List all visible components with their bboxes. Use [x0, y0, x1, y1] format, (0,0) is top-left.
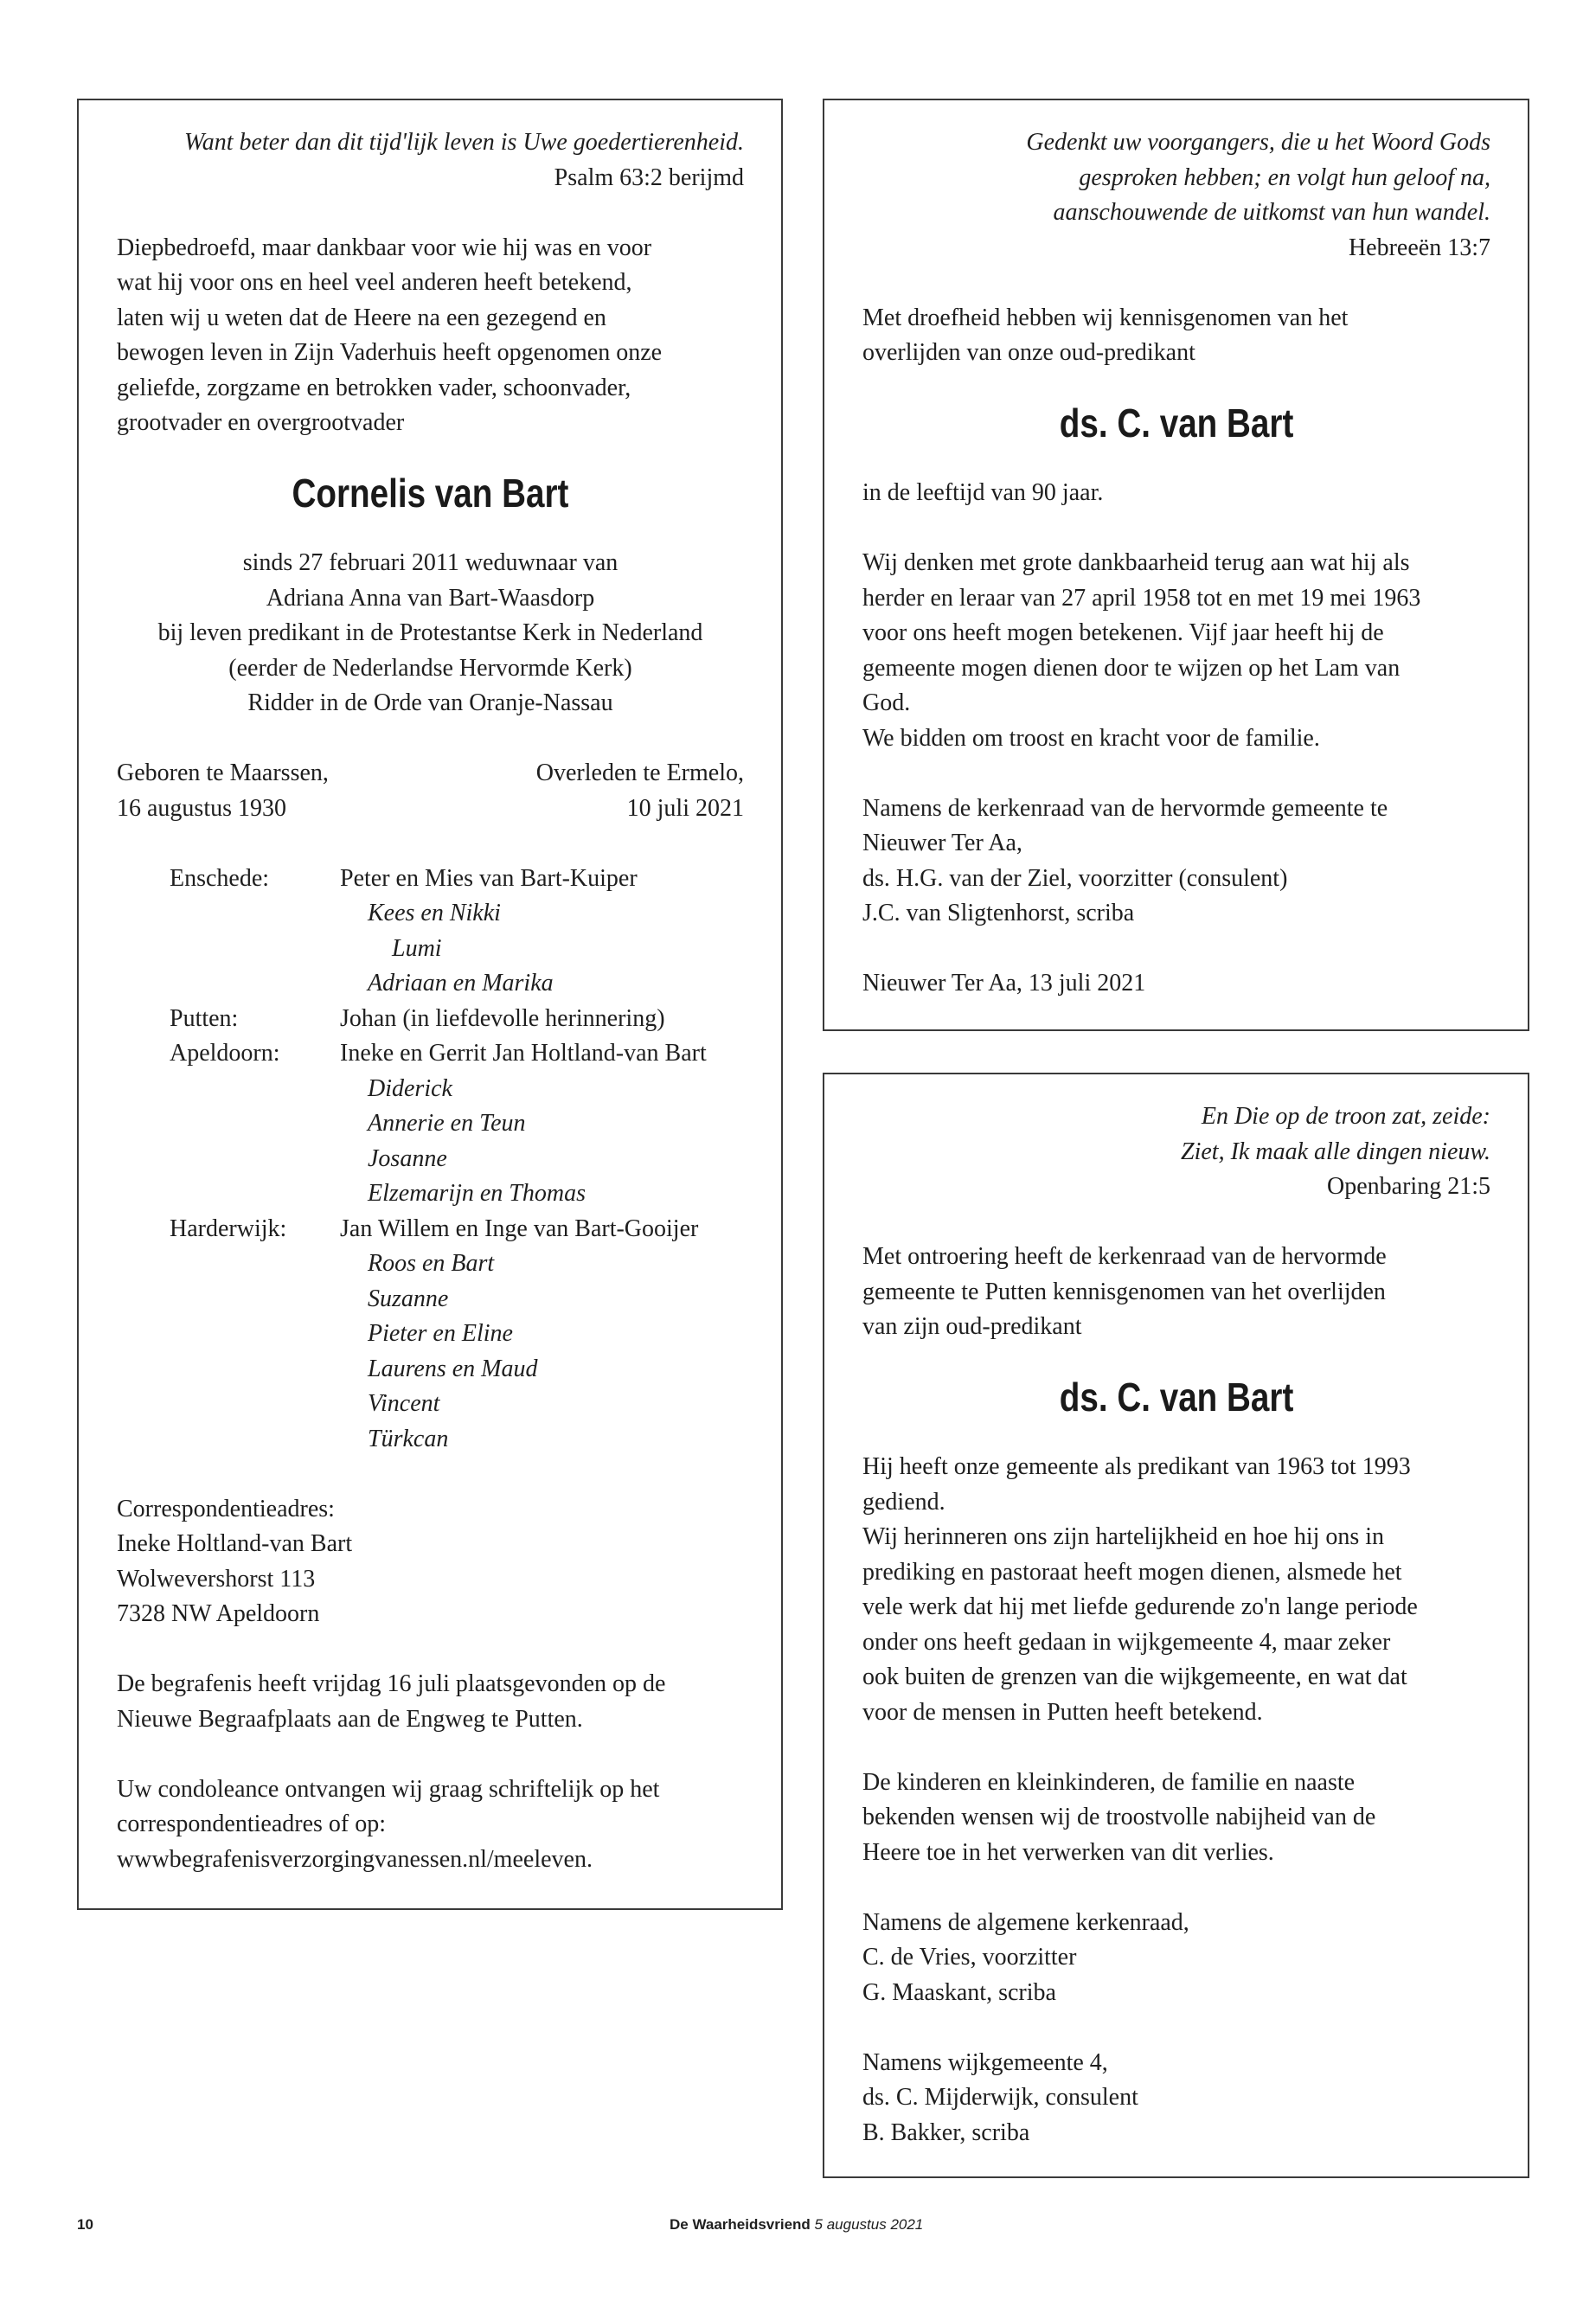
text-line: Namens de algemene kerkenraad,: [862, 1908, 1189, 1936]
text-line: overlijden van onze oud-predikant: [862, 339, 1195, 366]
publication-name: De Waarheidsvriend: [670, 2216, 811, 2233]
text-line: Met ontroering heeft de kerkenraad van de hervormde: [862, 1243, 1387, 1270]
intro-text: [117, 231, 744, 441]
grandchild: Annerie en Teun: [368, 1110, 526, 1137]
body-text: [862, 1450, 1490, 1730]
family-list: [117, 862, 744, 1458]
text-line: We bidden om troost en kracht voor de familie.: [862, 724, 1320, 752]
text-line: herder en leraar van 27 april 1958 tot en met 19 mei 1963: [862, 584, 1421, 612]
funeral-notice: [117, 1667, 744, 1737]
text-line: En Die op de troon zat, zeide:: [1201, 1103, 1490, 1130]
deceased-name: [862, 1345, 1490, 1451]
publication-footer: [670, 2216, 923, 2234]
text-line: ds. C. Mijderwijk, consulent: [862, 2084, 1138, 2111]
grandchild: Vincent: [368, 1390, 440, 1417]
text-line: vele werk dat hij met liefde gedurende zo'n lange periode: [862, 1593, 1418, 1620]
text-line: Adriana Anna van Bart-Waasdorp: [266, 584, 595, 612]
text-line: Nieuwer Ter Aa,: [862, 830, 1022, 856]
place-date: [862, 966, 1490, 1002]
text-line: voor de mensen in Putten heeft betekend.: [862, 1698, 1263, 1726]
publication-date: 5 augustus 2021: [814, 2216, 924, 2233]
wishes-text: [862, 1766, 1490, 1871]
text-line: B. Bakker, scriba: [862, 2118, 1030, 2146]
text-line: (eerder de Nederlandse Hervormde Kerk): [228, 654, 632, 682]
text-line: geliefde, zorgzame en betrokken vader, schoonvader,: [117, 374, 631, 401]
page-number: 10: [77, 2216, 93, 2233]
birth-death-labels: [117, 756, 744, 792]
text-line: voor ons heeft mogen betekenen. Vijf jaar heeft hij de: [862, 619, 1384, 646]
bible-quote: [862, 125, 1490, 231]
died-date: 10 juli 2021: [626, 794, 744, 822]
bible-quote: [117, 125, 744, 161]
grandchild: Josanne: [368, 1144, 447, 1172]
bible-reference: Psalm 63:2 berijmd: [554, 163, 744, 191]
bible-quote: [862, 1099, 1490, 1170]
text-line: bij leven predikant in de Protestantse Kerk in Nederland: [157, 619, 703, 646]
text-line: wwwbegrafenisverzorgingvanessen.nl/meeleven.: [117, 1845, 593, 1873]
deceased-name-text: ds. C. van Bart: [1059, 1375, 1294, 1420]
text-line: J.C. van Sligtenhorst, scriba: [862, 900, 1135, 926]
family-place: Putten:: [170, 1004, 239, 1032]
text-line: Ineke Holtland-van Bart: [117, 1530, 353, 1557]
text-line: Met droefheid hebben wij kennisgenomen van het: [862, 304, 1349, 331]
text-line: Ziet, Ik maak alle dingen nieuw.: [1181, 1138, 1490, 1165]
text-line: ds. H.G. van der Ziel, voorzitter (consulent): [862, 864, 1288, 892]
text-line: gediend.: [862, 1488, 945, 1516]
text-line: G. Maaskant, scriba: [862, 1978, 1056, 2006]
family-place: Harderwijk:: [170, 1215, 287, 1242]
text-line: De begrafenis heeft vrijdag 16 juli plaatsgevonden op de: [117, 1670, 666, 1697]
text-line: God.: [862, 689, 911, 716]
deceased-details: [117, 546, 744, 721]
deceased-name: [117, 441, 744, 547]
family-head: Ineke en Gerrit Jan Holtland-van Bart: [340, 1040, 707, 1067]
grandchild: Elzemarijn en Thomas: [368, 1180, 586, 1207]
text-line: Gedenkt uw voorgangers, die u het Woord Gods: [1026, 129, 1490, 156]
text-line: wat hij voor ons en heel veel anderen heeft betekend,: [117, 269, 632, 296]
text-line: sinds 27 februari 2011 weduwnaar van: [242, 549, 619, 576]
text-line: onder ons heeft gedaan in wijkgemeente 4, maar zeker: [862, 1628, 1391, 1656]
family-head: Jan Willem en Inge van Bart-Gooijer: [340, 1215, 699, 1242]
deceased-name-text: ds. C. van Bart: [1059, 401, 1294, 446]
obituary-cornelis-van-bart: [77, 99, 783, 1910]
text-line: 7328 NW Apeldoorn: [117, 1600, 320, 1627]
deceased-name: [862, 371, 1490, 477]
text-line: Wij denken met grote dankbaarheid terug aan wat hij als: [862, 549, 1410, 576]
text-line: laten wij u weten dat de Heere na een gezegend en: [117, 304, 606, 331]
text-line: Ridder in de Orde van Oranje-Nassau: [247, 689, 613, 716]
text-line: in de leeftijd van 90 jaar.: [862, 479, 1104, 506]
age-text: [862, 476, 1490, 511]
text-line: aanschouwende de uitkomst van hun wandel.: [1053, 199, 1490, 226]
birth-death-dates: [117, 792, 744, 827]
text-line: Diepbedroefd, maar dankbaar voor wie hij was en voor: [117, 234, 652, 261]
grandchild: Kees en Nikki: [368, 900, 501, 926]
bible-reference: Hebreeën 13:7: [1348, 234, 1490, 261]
condolence-notice: [117, 1772, 744, 1878]
text-line: C. de Vries, voorzitter: [862, 1944, 1077, 1971]
text-line: Uw condoleance ontvangen wij graag schriftelijk op het: [117, 1775, 660, 1803]
grandchild: Pieter en Eline: [368, 1320, 513, 1347]
text-line: gesproken hebben; en volgt hun geloof na,: [1079, 163, 1490, 191]
text-line: Namens de kerkenraad van de hervormde gemeente te: [862, 794, 1388, 822]
text-line: van zijn oud-predikant: [862, 1313, 1082, 1340]
family-place: Apeldoorn:: [170, 1040, 280, 1067]
text-line: Heere toe in het verwerken van dit verlies.: [862, 1838, 1274, 1866]
text-line: Want beter dan dit tijd'lijk leven is Uwe goedertierenheid.: [183, 129, 744, 156]
born-date: 16 augustus 1930: [117, 794, 286, 822]
correspondence-address: [117, 1492, 744, 1632]
text-line: grootvader en overgrootvader: [117, 409, 405, 436]
text-line: prediking en pastoraat heeft mogen dienen, alsmede het: [862, 1558, 1402, 1586]
great-grandchild: Lumi: [392, 934, 442, 962]
intro-text: [862, 1240, 1490, 1345]
grandchild: Roos en Bart: [368, 1250, 495, 1277]
obituary-nieuwer-ter-aa: [823, 99, 1529, 1031]
text-line: gemeente mogen dienen door te wijzen op het Lam van: [862, 654, 1401, 682]
text-line: Wolwevershorst 113: [117, 1565, 316, 1593]
text-line: De kinderen en kleinkinderen, de familie en naaste: [862, 1768, 1356, 1796]
intro-text: [862, 301, 1490, 371]
text-line: Nieuwer Ter Aa, 13 juli 2021: [862, 970, 1146, 997]
grandchild: Adriaan en Marika: [368, 970, 554, 997]
text-line: gemeente te Putten kennisgenomen van het overlijden: [862, 1278, 1386, 1305]
text-line: Nieuwe Begraafplaats aan de Engweg te Putten.: [117, 1705, 583, 1733]
text-line: Hij heeft onze gemeente als predikant van 1963 tot 1993: [862, 1453, 1411, 1480]
died-label: Overleden te Ermelo,: [535, 760, 744, 786]
grandchild: Türkcan: [368, 1425, 449, 1452]
signature-general-council: [862, 1906, 1490, 2011]
bible-reference: Openbaring 21:5: [1327, 1173, 1490, 1200]
deceased-name-text: Cornelis van Bart: [292, 471, 569, 516]
text-line: bekenden wensen wij de troostvolle nabijheid van de: [862, 1804, 1376, 1830]
born-label: Geboren te Maarssen,: [117, 760, 329, 786]
family-head: Peter en Mies van Bart-Kuiper: [340, 864, 638, 892]
text-line: Wij herinneren ons zijn hartelijkheid en hoe hij ons in: [862, 1523, 1385, 1550]
family-place: Enschede:: [170, 864, 270, 892]
signature-ward: [862, 2046, 1490, 2151]
grandchild: Suzanne: [368, 1285, 449, 1312]
text-line: correspondentieadres of op:: [117, 1811, 386, 1837]
text-line: Namens wijkgemeente 4,: [862, 2048, 1108, 2076]
text-line: Correspondentieadres:: [117, 1495, 335, 1522]
grandchild: Laurens en Maud: [368, 1355, 538, 1382]
obituary-putten: [823, 1073, 1529, 2178]
text-line: ook buiten de grenzen van die wijkgemeente, en wat dat: [862, 1663, 1407, 1690]
family-head: Johan (in liefdevolle herinnering): [340, 1004, 665, 1032]
signature: [862, 792, 1490, 932]
grandchild: Diderick: [368, 1074, 452, 1102]
body-text: [862, 546, 1490, 756]
text-line: bewogen leven in Zijn Vaderhuis heeft opgenomen onze: [117, 339, 663, 366]
